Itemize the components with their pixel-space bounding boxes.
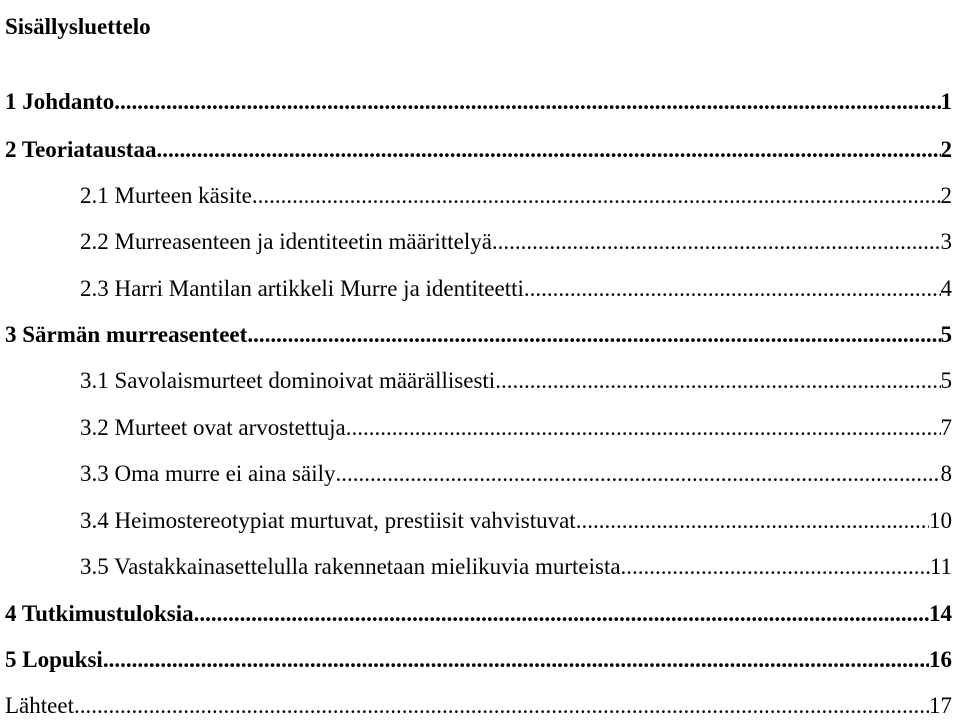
dot-leader xyxy=(194,600,929,628)
toc-entry-number: 2.1 xyxy=(80,183,109,208)
toc-entry[interactable] xyxy=(80,460,952,488)
toc-entry[interactable] xyxy=(5,136,952,164)
toc-entry-label xyxy=(5,692,74,720)
toc-entry-number: 3 xyxy=(5,322,17,347)
toc-entry-number: 4 xyxy=(5,601,17,626)
toc-entry-number: 2.2 xyxy=(80,229,109,254)
toc-entry-label xyxy=(5,600,194,628)
dot-leader xyxy=(156,136,940,164)
toc-entry-label xyxy=(80,414,346,442)
dot-leader xyxy=(524,275,941,303)
toc-entry-number: 3.5 xyxy=(80,554,109,579)
dot-leader xyxy=(492,228,941,256)
toc-entry-page: 16 xyxy=(929,647,952,672)
toc-entry[interactable] xyxy=(5,88,952,116)
toc-entry-title: Oma murre ei aina säily xyxy=(114,461,336,486)
dot-leader xyxy=(495,367,940,395)
toc-entry[interactable] xyxy=(80,553,952,581)
toc-entry[interactable] xyxy=(80,367,952,395)
dot-leader xyxy=(621,553,930,581)
toc-entry-label xyxy=(80,460,335,488)
toc-entry-page: 14 xyxy=(929,601,952,626)
toc-entry-label xyxy=(5,646,103,674)
toc-entry-title: Lähteet xyxy=(5,693,74,718)
toc-entry-page: 2 xyxy=(940,183,952,208)
toc-entry-page: 7 xyxy=(940,415,952,440)
toc-entry-number: 3.4 xyxy=(80,508,109,533)
toc-entry-title: Savolaismurteet dominoivat määrällisesti xyxy=(114,368,496,393)
toc-entry-title: Johdanto xyxy=(22,89,115,114)
dot-leader xyxy=(335,460,940,488)
toc-entry-label xyxy=(80,367,495,395)
toc-entry[interactable] xyxy=(80,507,952,535)
toc-entry-number: 5 xyxy=(5,647,17,672)
toc-entry-label xyxy=(5,136,156,164)
toc-entry-title: Heimostereotypiat murtuvat, prestiisit vahvistuvat xyxy=(114,508,576,533)
toc-entry[interactable] xyxy=(5,321,952,349)
toc-entry[interactable] xyxy=(80,275,952,303)
toc-entry-page: 5 xyxy=(940,368,952,393)
dot-leader xyxy=(103,646,929,674)
toc-entry-title: Tutkimustuloksia xyxy=(21,601,194,626)
toc-entry-page: 17 xyxy=(929,693,952,718)
toc-entry-label xyxy=(5,321,247,349)
dot-leader xyxy=(74,692,929,720)
toc-entry[interactable] xyxy=(80,228,952,256)
toc-entry-page: 8 xyxy=(940,461,952,486)
toc-entry-title: Murteen käsite xyxy=(114,183,252,208)
toc-entry[interactable] xyxy=(5,646,952,674)
toc-entry[interactable] xyxy=(80,182,952,210)
dot-leader xyxy=(346,414,941,442)
toc-entry-label xyxy=(80,553,621,581)
toc-entry-title: Murreasenteen ja identiteetin määrittelyä xyxy=(114,229,492,254)
toc-entry-number: 3.3 xyxy=(80,461,109,486)
dot-leader xyxy=(252,182,941,210)
toc-entry-page: 11 xyxy=(929,554,952,579)
dot-leader xyxy=(247,321,940,349)
toc-entry-title: Vastakkainasettelulla rakennetaan mielikuvia murteista xyxy=(114,554,621,579)
toc-entry-number: 2.3 xyxy=(80,276,109,301)
toc-entry-number: 3.1 xyxy=(80,368,109,393)
toc-entry-page: 5 xyxy=(940,322,952,347)
toc-entry-title: Murteet ovat arvostettuja xyxy=(114,415,346,440)
toc-entry-title: Teoriataustaa xyxy=(21,137,157,162)
toc-entry[interactable] xyxy=(5,600,952,628)
toc-entry-number: 1 xyxy=(5,89,17,114)
toc-entry-label xyxy=(5,88,114,116)
toc-entry-page: 3 xyxy=(940,229,952,254)
toc-entry-title: Lopuksi xyxy=(22,647,103,672)
dot-leader xyxy=(114,88,940,116)
toc-entry[interactable] xyxy=(5,692,952,720)
toc-entry-number: 3.2 xyxy=(80,415,109,440)
toc-entry-label xyxy=(80,275,524,303)
toc-entry-label xyxy=(80,228,492,256)
toc-entry-page: 4 xyxy=(940,276,952,301)
toc-entry-title: Särmän murreasenteet xyxy=(22,322,248,347)
toc-entry-number: 2 xyxy=(5,137,17,162)
toc-entry-page: 10 xyxy=(929,508,952,533)
toc-entry[interactable] xyxy=(80,414,952,442)
toc-entry-page: 1 xyxy=(940,89,952,114)
page-title: Sisällysluettelo xyxy=(5,14,151,40)
toc-entry-label xyxy=(80,182,252,210)
toc-entry-label xyxy=(80,507,576,535)
toc-entry-page: 2 xyxy=(940,137,952,162)
dot-leader xyxy=(576,507,929,535)
toc-entry-title: Harri Mantilan artikkeli Murre ja identiteetti xyxy=(114,276,524,301)
